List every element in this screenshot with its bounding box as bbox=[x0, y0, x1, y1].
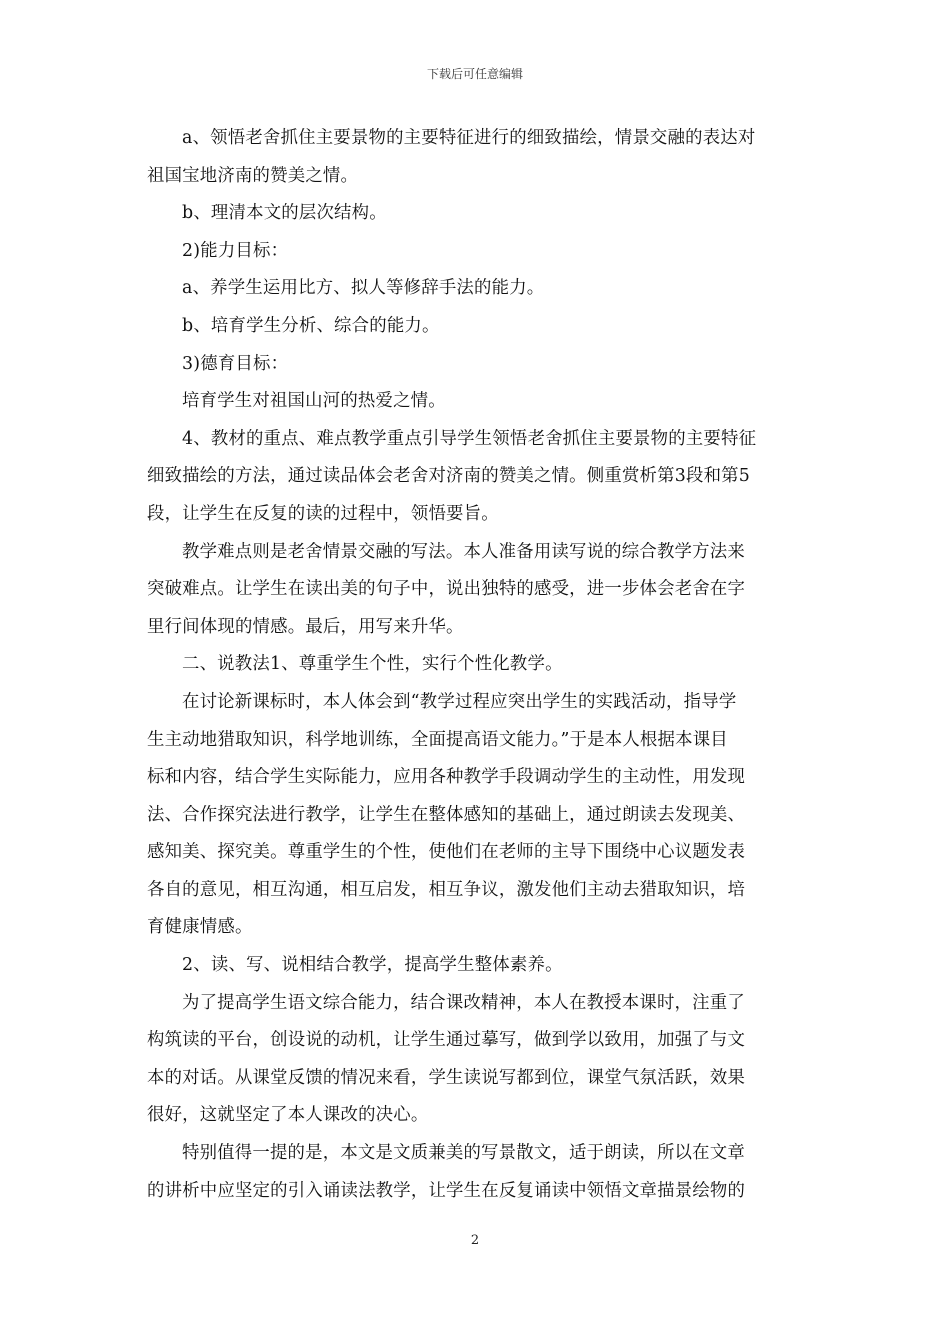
text-line: 感知美、探究美。尊重学生的个性，使他们在老师的主导下围绕中心议题发表 bbox=[147, 842, 746, 863]
text-line: 为了提高学生语文综合能力，结合课改精神，本人在教授本课时，注重了 bbox=[182, 992, 745, 1013]
text-line: 培育学生对祖国山河的热爱之情。 bbox=[182, 391, 446, 412]
section-heading: 2)能力目标： bbox=[182, 240, 289, 261]
text-line: 细致描绘的方法，通过读品体会老舍对济南的赞美之情。侧重赏析第3段和第5 bbox=[147, 466, 751, 487]
text-line: 祖国宝地济南的赞美之情。 bbox=[147, 165, 359, 186]
text-line: 段，让学生在反复的读的过程中，领悟要旨。 bbox=[147, 503, 499, 524]
section-heading: 二、说教法1、尊重学生个性，实行个性化教学。 bbox=[182, 654, 563, 675]
text-line: 在讨论新课标时，本人体会到“教学过程应突出学生的实践活动，指导学 bbox=[182, 691, 737, 712]
text-line: 标和内容，结合学生实际能力，应用各种教学手段调动学生的主动性，用发现 bbox=[147, 767, 746, 788]
text-line: b、理清本文的层次结构。 bbox=[182, 203, 387, 224]
text-line: 育健康情感。 bbox=[147, 917, 253, 938]
page-number: 2 bbox=[470, 1233, 480, 1248]
page-header: 下载后可任意编辑 bbox=[426, 67, 523, 81]
text-line: 4、教材的重点、难点教学重点引导学生领悟老舍抓住主要景物的主要特征 bbox=[182, 428, 757, 449]
text-line: 构筑读的平台，创设说的动机，让学生通过摹写，做到学以致用，加强了与文 bbox=[147, 1030, 746, 1051]
text-line: 很好，这就坚定了本人课改的决心。 bbox=[147, 1105, 429, 1126]
document-body bbox=[147, 120, 811, 1210]
text-line: 突破难点。让学生在读出美的句子中，说出独特的感受，进一步体会老舍在字 bbox=[147, 579, 746, 600]
text-line: 各自的意见，相互沟通，相互启发，相互争议，激发他们主动去猎取知识，培 bbox=[147, 879, 746, 900]
text-line: b、培育学生分析、综合的能力。 bbox=[182, 315, 440, 336]
text-line: 本的对话。从课堂反馈的情况来看，学生读说写都到位，课堂气氛活跃，效果 bbox=[147, 1067, 746, 1088]
text-line: 里行间体现的情感。最后，用写来升华。 bbox=[147, 616, 464, 637]
text-line: a、领悟老舍抓住主要景物的主要特征进行的细致描绘，情景交融的表达对 bbox=[182, 128, 756, 148]
text-line: 特别值得一提的是，本文是文质兼美的写景散文，适于朗读，所以在文章 bbox=[182, 1143, 745, 1164]
text-line: 的讲析中应坚定的引入诵读法教学，让学生在反复诵读中领悟文章描景绘物的 bbox=[147, 1180, 746, 1201]
text-line: 教学难点则是老舍情景交融的写法。本人准备用读写说的综合教学方法来 bbox=[182, 541, 745, 562]
text-line: 生主动地猎取知识，科学地训练，全面提高语文能力。”于是本人根据本课目 bbox=[147, 729, 728, 750]
text-line: a、养学生运用比方、拟人等修辞手法的能力。 bbox=[182, 278, 545, 299]
section-heading: 3)德育目标： bbox=[182, 353, 289, 374]
section-heading: 2、读、写、说相结合教学，提高学生整体素养。 bbox=[182, 955, 563, 976]
text-line: 法、合作探究法进行教学，让学生在整体感知的基础上，通过朗读去发现美、 bbox=[147, 804, 746, 825]
